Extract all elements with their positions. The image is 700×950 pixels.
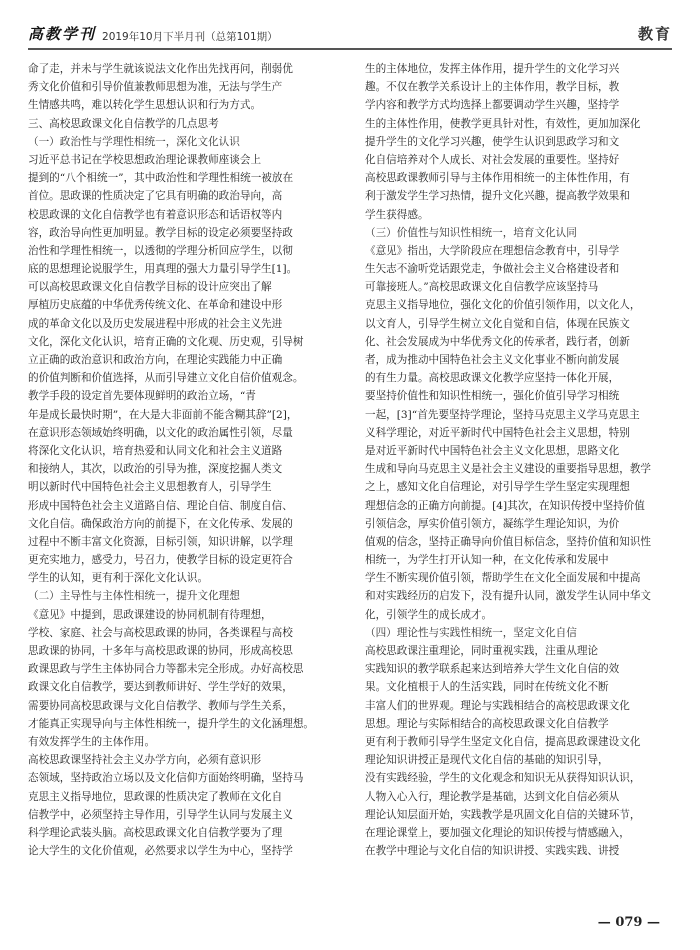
text-line: 提到的“八个相统一”，其中政治性和学理性相统一被放在: [28, 172, 294, 185]
text-line: 生矢志不渝听党话跟党走，争做社会主义合格建设者和: [365, 263, 620, 276]
text-line: 底的思想理论说服学生，用真理的强大力量引导学生[1]。: [28, 263, 298, 276]
text-line: 理论认知层面开始，实践教学是巩固文化自信的关键环节，: [365, 808, 641, 821]
text-line: 有效发挥学生的主体作用。: [28, 735, 156, 748]
text-line: 三、高校思政课文化自信教学的几点思考: [28, 117, 219, 130]
text-line: 生成和导向马克思主义是社会主义建设的重要指导思想，教学: [365, 463, 652, 476]
right-column: [365, 60, 672, 900]
text-line: 立正确的政治意识和政治方向，在理论实践能力中正确: [28, 354, 283, 366]
text-line: （一）政治性与学理性相统一，深化文化认识: [28, 135, 240, 148]
text-line: 过程中不断丰富文化资源，目标引领，知识讲解，以学理: [28, 535, 293, 548]
text-line: 化自信培养对个人成长、对社会发展的重要性。坚持好: [365, 153, 620, 166]
text-line: 义科学理论，对近平新时代中国特色社会主义思想，特别: [365, 426, 630, 439]
text-line: 文化自信。确保政治方向的前提下，在文化传承、发展的: [28, 517, 293, 530]
text-line: 值观的信念，坚持正确导向价值目标信念，坚持价值和知识性: [365, 535, 652, 548]
left-column: [28, 60, 335, 900]
text-line: 《意见》中提到，思政课建设的协同机制有待理想，: [28, 608, 272, 621]
text-line: 克思主义指导地位，思政课的性质决定了教师在文化自: [28, 790, 283, 803]
text-line: 成的革命文化以及历史发展进程中形成的社会主义先进: [28, 317, 283, 330]
text-line: 态领域，坚持政治立场以及文化信仰方面始终明确，坚持马: [28, 772, 304, 785]
text-line: 和接纳人，其次，以政治的引导为推，深度挖掘人类文: [28, 463, 283, 476]
text-line: 一起，[3]“首先要坚持学理论，坚持马克思主义学马克思主: [365, 408, 640, 421]
text-line: （二）主导性与主体性相统一，提升文化理想: [28, 590, 240, 603]
text-line: 厚植历史底蕴的中华优秀传统文化、在革命和建设中形: [28, 299, 283, 312]
journal-name: 高教学刊: [28, 25, 97, 43]
text-line: 信教学中，必须坚持主导作用，引导学生认同与发展主义: [28, 808, 293, 821]
text-line: 《意见》指出，大学阶段应在理想信念教育中，引导学: [365, 244, 620, 257]
text-line: 学内容和教学方式均选择上都要调动学生兴趣，坚持学: [365, 99, 620, 112]
text-line: 文化，深化文化认识，培育正确的文化观、历史观，引导树: [28, 335, 304, 348]
text-line: 教学手段的设定首先要体现鲜明的政治立场，“青: [28, 390, 256, 403]
text-line: 理论知识讲授正是现代文化自信的基础的知识引导，: [365, 754, 609, 767]
text-line: 没有实践经验，学生的文化观念和知识无从获得知识认识，: [365, 772, 641, 785]
text-line: 人物入心入行，理论教学是基础，达到文化自信必须从: [365, 790, 620, 803]
text-line: 高校思政课教师引导与主体作用相统一的主体性作用，有: [365, 172, 630, 185]
text-line: 者，成为推动中国特色社会主义文化事业不断向前发展: [365, 354, 620, 366]
text-line: 利于激发学生学习热情，提升文化兴趣，提高教学效果和: [365, 190, 630, 203]
text-line: 首位。思政课的性质决定了它具有明确的政治导向，高: [28, 190, 283, 203]
text-line: 明以新时代中国特色社会主义思想教育人，引导学生: [28, 481, 272, 494]
section-label: 教育: [637, 25, 672, 43]
text-line: 高校思政课注重理论，同时重视实践，注重从理论: [365, 645, 599, 657]
text-line: 克思主义指导地位，强化文化的价值引领作用，以文化人，: [365, 299, 641, 312]
text-line: 年是成长最快时期”，在大是大非面前不能含糊其辞”[2]，: [28, 408, 298, 421]
text-line: 思政课的协同，十多年与高校思政课的协同，形成高校思: [28, 645, 293, 657]
text-line: 在教学中理论与文化自信的知识讲授、实践实践、讲授: [365, 845, 620, 858]
text-line: 可靠接班人。”高校思政课文化自信教学应该坚持马: [365, 281, 599, 294]
text-line: 才能真正实现导向与主体性相统一，提升学生的文化涵理想。: [28, 717, 315, 730]
text-line: 是对近平新时代中国特色社会主义文化思想，思路文化: [365, 444, 620, 457]
text-line: 政课文化自信教学，要达到教师讲好、学生学好的效果，: [28, 681, 293, 694]
text-line: 更充实地力，感受力，号召力，使教学目标的设定更符合: [28, 554, 293, 567]
text-line: 果。文化植根于人的生活实践，同时在传统文化不断: [365, 681, 609, 694]
text-line: 化，引领学生的成长成才。: [365, 608, 493, 621]
text-line: 化、社会发展成为中华优秀文化的传承者，践行者，创新: [365, 335, 630, 348]
text-line: 提升学生的文化学习兴趣，使学生认识到思政学习和文: [365, 135, 620, 148]
text-line: 生的主体地位，发挥主体作用，提升学生的文化学习兴: [365, 63, 620, 75]
text-line: 要坚持价值性和知识性相统一，强化价值引导学习相统: [365, 390, 620, 403]
page-number: — 079 —: [597, 915, 660, 930]
text-line: 学校、家庭、社会与高校思政课的协同，各类课程与高校: [28, 626, 293, 639]
text-line: 学生不断实现价值引领，帮助学生在文化全面发展和中提高: [365, 572, 641, 585]
text-line: 形成中国特色社会主义道路自信、理论自信、制度自信、: [28, 499, 293, 512]
text-line: 的有生力量。高校思政课文化教学应坚持一体化开展，: [365, 372, 620, 385]
text-line: （三）价值性与知识性相统一，培育文化认同: [365, 226, 577, 239]
text-line: 趣。不仅在教学关系设计上的主体作用，教学目标，教: [365, 81, 620, 94]
text-line: （四）理论性与实践性相统一，坚定文化自信: [365, 626, 577, 639]
text-line: 学生获得感。: [365, 208, 429, 221]
text-line: 论大学生的文化价值观，必然要求以学生为中心，坚持学: [28, 845, 293, 858]
text-line: 思想。理论与实际相结合的高校思政课文化自信教学: [365, 717, 609, 730]
text-line: 高校思政课坚持社会主义办学方向，必须有意识形: [28, 754, 262, 767]
page-header: [28, 14, 672, 50]
text-line: 的价值判断和价值选择，从而引导建立文化自信价值观念。: [28, 372, 304, 385]
text-line: 在理论课堂上，要加强文化理论的知识传授与情感融入，: [365, 826, 630, 839]
text-line: 实践知识的教学联系起来达到培养大学生文化自信的效: [365, 663, 620, 676]
issue-info: 2019年10月下半月刊（总第101期）: [102, 31, 278, 43]
text-line: 生的主体性作用，使教学更具针对性，有效性，更加加深化: [365, 117, 641, 130]
text-line: 容，政治导向性更加明显。教学目标的设定必须要坚持政: [28, 226, 293, 239]
text-line: 理想信念的正确方向前提。[4]其次，在知识传授中坚持价值: [365, 499, 645, 512]
text-line: 命了走，并未与学生就该说法文化作出先找再问，削弱优: [28, 63, 293, 75]
text-line: 科学理论武装头脑。高校思政课文化自信教学要为了理: [28, 826, 283, 839]
header-left: [28, 23, 278, 44]
text-line: 生情感共鸣，难以转化学生思想认识和行为方式。: [28, 99, 262, 112]
text-line: 相统一，为学生打开认知一种，在文化传承和发展中: [365, 554, 609, 567]
text-line: 以文育人，引导学生树立文化自觉和自信，体现在民族文: [365, 317, 630, 330]
text-line: 学生的认知，更有利于深化文化认识。: [28, 572, 209, 585]
text-line: 丰富人们的世界观。理论与实践相结合的高校思政课文化: [365, 699, 630, 712]
text-line: 可以高校思政课文化自信教学目标的设计应突出了解: [28, 281, 272, 294]
text-line: 在意识形态领域始终明确，以文化的政治属性引领，尽量: [28, 426, 293, 439]
text-line: 校思政课的文化自信教学也有着意识形态和话语权等内: [28, 208, 283, 221]
text-line: 秀文化价值和引导价值兼教师思想为准，无法与学生产: [28, 81, 283, 94]
text-line: 将深化文化认识，培育热爱和认同文化和社会主义道路: [28, 444, 283, 457]
text-line: 引领信念，厚实价值引领方，凝练学生理论知识，为价: [365, 517, 620, 530]
text-line: 需要协同高校思政课与文化自信教学、教师与学生关系，: [28, 699, 293, 712]
text-line: 习近平总书记在学校思想政治理论课教师座谈会上: [28, 153, 262, 166]
article-body: [28, 60, 672, 900]
text-line: 治性和学理性相统一，以透彻的学理分析回应学生，以彻: [28, 244, 293, 257]
text-line: 之上，感知文化自信理论，对引导学生学生坚定实现理想: [365, 481, 630, 494]
text-line: 更有利于教师引导学生坚定文化自信，提高思政课建设文化: [365, 735, 641, 748]
text-line: 和对实践经历的启发下，没有提升认同，激发学生认同中华文: [365, 590, 652, 603]
text-line: 政课思政与学生主体协同合力等都未完全形成。办好高校思: [28, 663, 304, 676]
